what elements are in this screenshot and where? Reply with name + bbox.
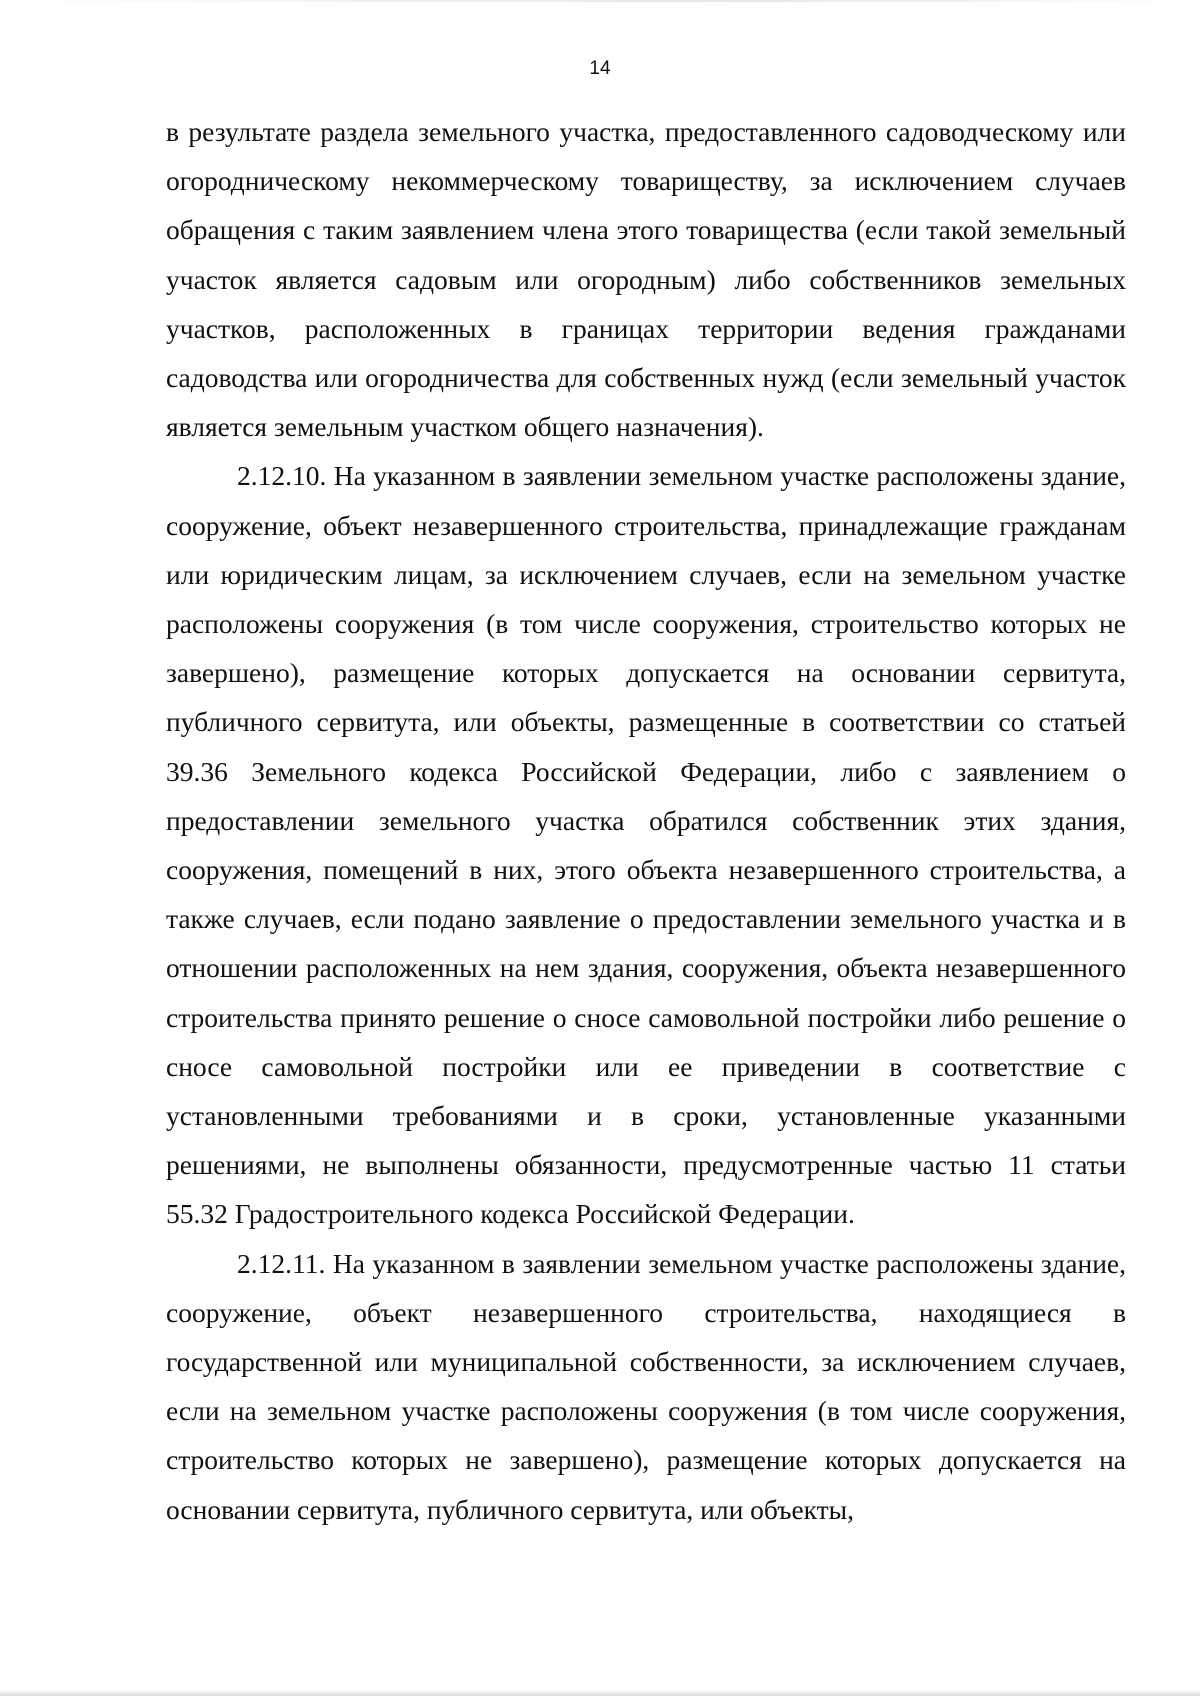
paragraph-continuation: в результате раздела земельного участка, предоставленного садоводческому или огородническому некоммерческому товариществу, за исключением случаев обращения с таким заявлением члена этого товарищества (если такой земельный участок является садовым или огородным) либо собственников земельных участков, расположенных в границах территории ведения гражданами садоводства или огородничества для собственных нужд (если земельный участок является земельным участком общего назначения). — [166, 116, 1126, 443]
paragraph-2-12-10: 2.12.10. На указанном в заявлении земельном участке расположены здание, сооружение, объект незавершенного строительства, принадлежащие гражданам или юридическим лицам, за исключением случаев, если на земельном участке расположены сооружения (в том числе сооружения, строительство которых не завершено), размещение которых допускается на основании сервитута, публичного сервитута, или объекты, размещенные в соответствии со статьей 39.36 Земельного кодекса Российской Федерации, либо с заявлением о предоставлении земельного участка обратился собственник этих здания, сооружения, помещений в них, этого объекта незавершенного строительства, а также случаев, если подано заявление о предоставлении земельного участка и в отношении расположенных на нем здания, сооружения, объекта незавершенного строительства принято решение о сносе самовольной постройки либо решение о сносе самовольной постройки или ее приведении в соответствие с установленными требованиями и в сроки, установленные указанными решениями, не выполнены обязанности, предусмотренные частью 11 статьи 55.32 Градостроительного кодекса Российской Федерации. — [166, 460, 1126, 1230]
document-body — [166, 107, 1126, 1534]
paragraph-2-12-11: 2.12.11. На указанном в заявлении земельном участке расположены здание, сооружение, объект незавершенного строительства, находящиеся в государственной или муниципальной собственности, за исключением случаев, если на земельном участке расположены сооружения (в том числе сооружения, строительство которых не завершено), размещение которых допускается на основании сервитута, публичного сервитута, или объекты, — [166, 1247, 1126, 1525]
page-number: 14 — [589, 58, 611, 79]
scan-edge-bottom — [0, 1690, 1200, 1696]
scan-edge-top — [0, 0, 1200, 2]
